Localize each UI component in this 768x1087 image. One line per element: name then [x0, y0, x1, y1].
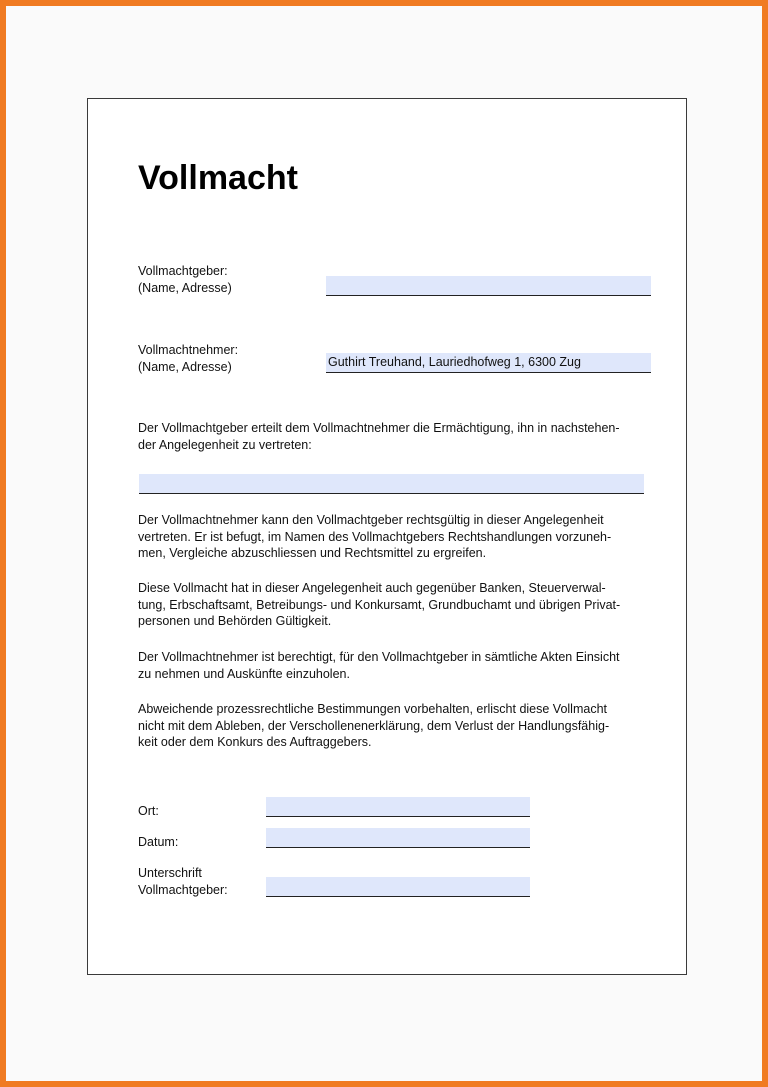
- intro-paragraph: [138, 420, 650, 453]
- paragraph-line: Diese Vollmacht hat in dieser Angelegenheit auch gegenüber Banken, Steuerverwal-: [138, 581, 606, 595]
- body-paragraph-1: [138, 512, 650, 562]
- paragraph-line: Abweichende prozessrechtliche Bestimmungen vorbehalten, erlischt diese Vollmacht: [138, 702, 608, 716]
- agent-field[interactable]: Guthirt Treuhand, Lauriedhofweg 1, 6300 Zug: [326, 353, 651, 373]
- paragraph-line: vertreten. Er ist befugt, im Namen des Vollmachtgebers Rechtshandlungen vorzuneh-: [138, 529, 612, 544]
- matter-field[interactable]: [139, 474, 644, 494]
- paragraph-line: Der Vollmachtnehmer ist berechtigt, für den Vollmachtgeber in sämtliche Akten Einsicht: [138, 650, 620, 664]
- grantor-label-line1: Vollmachtgeber:: [138, 264, 228, 278]
- paragraph-line: men, Vergleiche abzuschliessen und Rechtsmittel zu ergreifen.: [138, 546, 487, 560]
- place-label: Ort:: [138, 804, 159, 818]
- intro-line: der Angelegenheit zu vertreten:: [138, 437, 312, 452]
- date-field[interactable]: [266, 828, 530, 848]
- paragraph-line: zu nehmen und Auskünfte einzuholen.: [138, 666, 350, 681]
- body-paragraph-3: [138, 649, 650, 682]
- place-field[interactable]: [266, 797, 530, 817]
- grantor-field[interactable]: [326, 276, 651, 296]
- body-paragraph-4: [138, 701, 650, 751]
- grantor-label: [138, 263, 232, 297]
- body-paragraph-2: [138, 580, 650, 630]
- agent-label-line1: Vollmachtnehmer:: [138, 343, 239, 357]
- signature-field[interactable]: [266, 877, 530, 897]
- signature-label-line2: Vollmachtgeber:: [138, 883, 228, 897]
- date-label: Datum:: [138, 835, 179, 849]
- signature-label-line1: Unterschrift: [138, 866, 202, 880]
- intro-line: Der Vollmachtgeber erteilt dem Vollmachtnehmer die Ermächtigung, ihn in nachstehen-: [138, 421, 620, 435]
- paragraph-line: personen und Behörden Gültigkeit.: [138, 614, 332, 628]
- paragraph-line: tung, Erbschaftsamt, Betreibungs- und Konkursamt, Grundbuchamt und übrigen Privat-: [138, 597, 621, 612]
- agent-label: [138, 342, 238, 376]
- paragraph-line: Der Vollmachtnehmer kann den Vollmachtgeber rechtsgültig in dieser Angelegenheit: [138, 513, 604, 527]
- agent-label-line2: (Name, Adresse): [138, 360, 232, 374]
- document-title: Vollmacht: [138, 159, 298, 197]
- signature-label: [138, 865, 228, 899]
- paragraph-line: keit oder dem Konkurs des Auftraggebers.: [138, 735, 372, 749]
- grantor-label-line2: (Name, Adresse): [138, 281, 232, 295]
- paragraph-line: nicht mit dem Ableben, der Verschollenenerklärung, dem Verlust der Handlungsfähig-: [138, 718, 610, 733]
